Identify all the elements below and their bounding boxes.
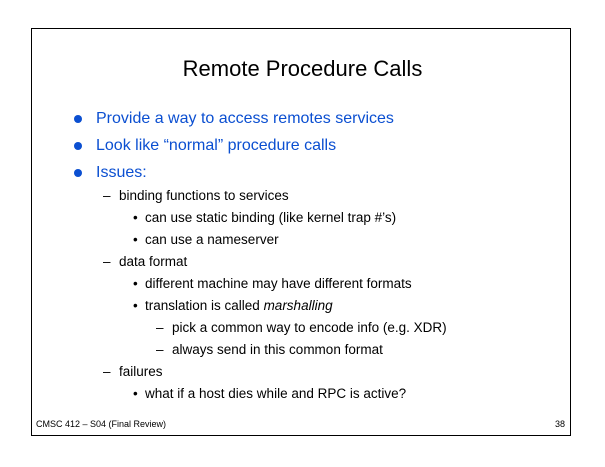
bullet-text: Provide a way to access remotes services [96, 110, 394, 127]
small-bullet-icon: • [133, 276, 138, 291]
issue-label: data format [119, 254, 188, 269]
failures-item-host-dies [133, 386, 407, 401]
dash-marker: – [156, 320, 164, 335]
dash-marker: – [103, 364, 111, 379]
translation-sub-always-send [156, 342, 383, 357]
bullet-dot-icon [74, 115, 82, 123]
dash-marker: – [103, 188, 111, 203]
bullet-dot-icon [74, 142, 82, 150]
bullet-provide-access [96, 110, 394, 128]
dash-marker: – [103, 254, 111, 269]
small-bullet-icon: • [133, 298, 138, 313]
item-text: what if a host dies while and RPC is active? [145, 386, 407, 401]
item-text: translation is called [145, 298, 264, 313]
footer-course: CMSC 412 – S04 (Final Review) [36, 419, 167, 429]
sub-item-text: pick a common way to encode info (e.g. XDR) [172, 320, 447, 335]
small-bullet-icon: • [133, 210, 138, 225]
issue-binding [103, 188, 289, 203]
item-text: can use static binding (like kernel trap #’s) [145, 210, 397, 225]
bullet-text: Issues: [96, 164, 147, 181]
small-bullet-icon: • [133, 232, 138, 247]
bullet-dot-icon [74, 169, 82, 177]
bullet-text: Look like “normal” procedure calls [96, 137, 337, 154]
marshalling-term: marshalling [263, 298, 333, 313]
binding-item-static [133, 210, 397, 225]
slide-frame [31, 28, 571, 436]
page-number: 38 [555, 419, 566, 429]
issue-label: binding functions to services [119, 188, 289, 203]
small-bullet-icon: • [133, 386, 138, 401]
bullet-normal-calls [96, 137, 336, 155]
issue-data-format [103, 254, 188, 269]
dash-marker: – [156, 342, 164, 357]
format-item-translation [133, 298, 333, 313]
sub-item-text: always send in this common format [172, 342, 383, 357]
issue-failures [103, 364, 163, 379]
item-text: different machine may have different formats [145, 276, 412, 291]
bullet-issues [96, 164, 147, 182]
binding-item-nameserver [133, 232, 279, 247]
translation-sub-common-way [156, 320, 447, 335]
issue-label: failures [119, 364, 163, 379]
format-item-different [133, 276, 412, 291]
item-text: can use a nameserver [145, 232, 279, 247]
slide-title: Remote Procedure Calls [182, 56, 423, 81]
